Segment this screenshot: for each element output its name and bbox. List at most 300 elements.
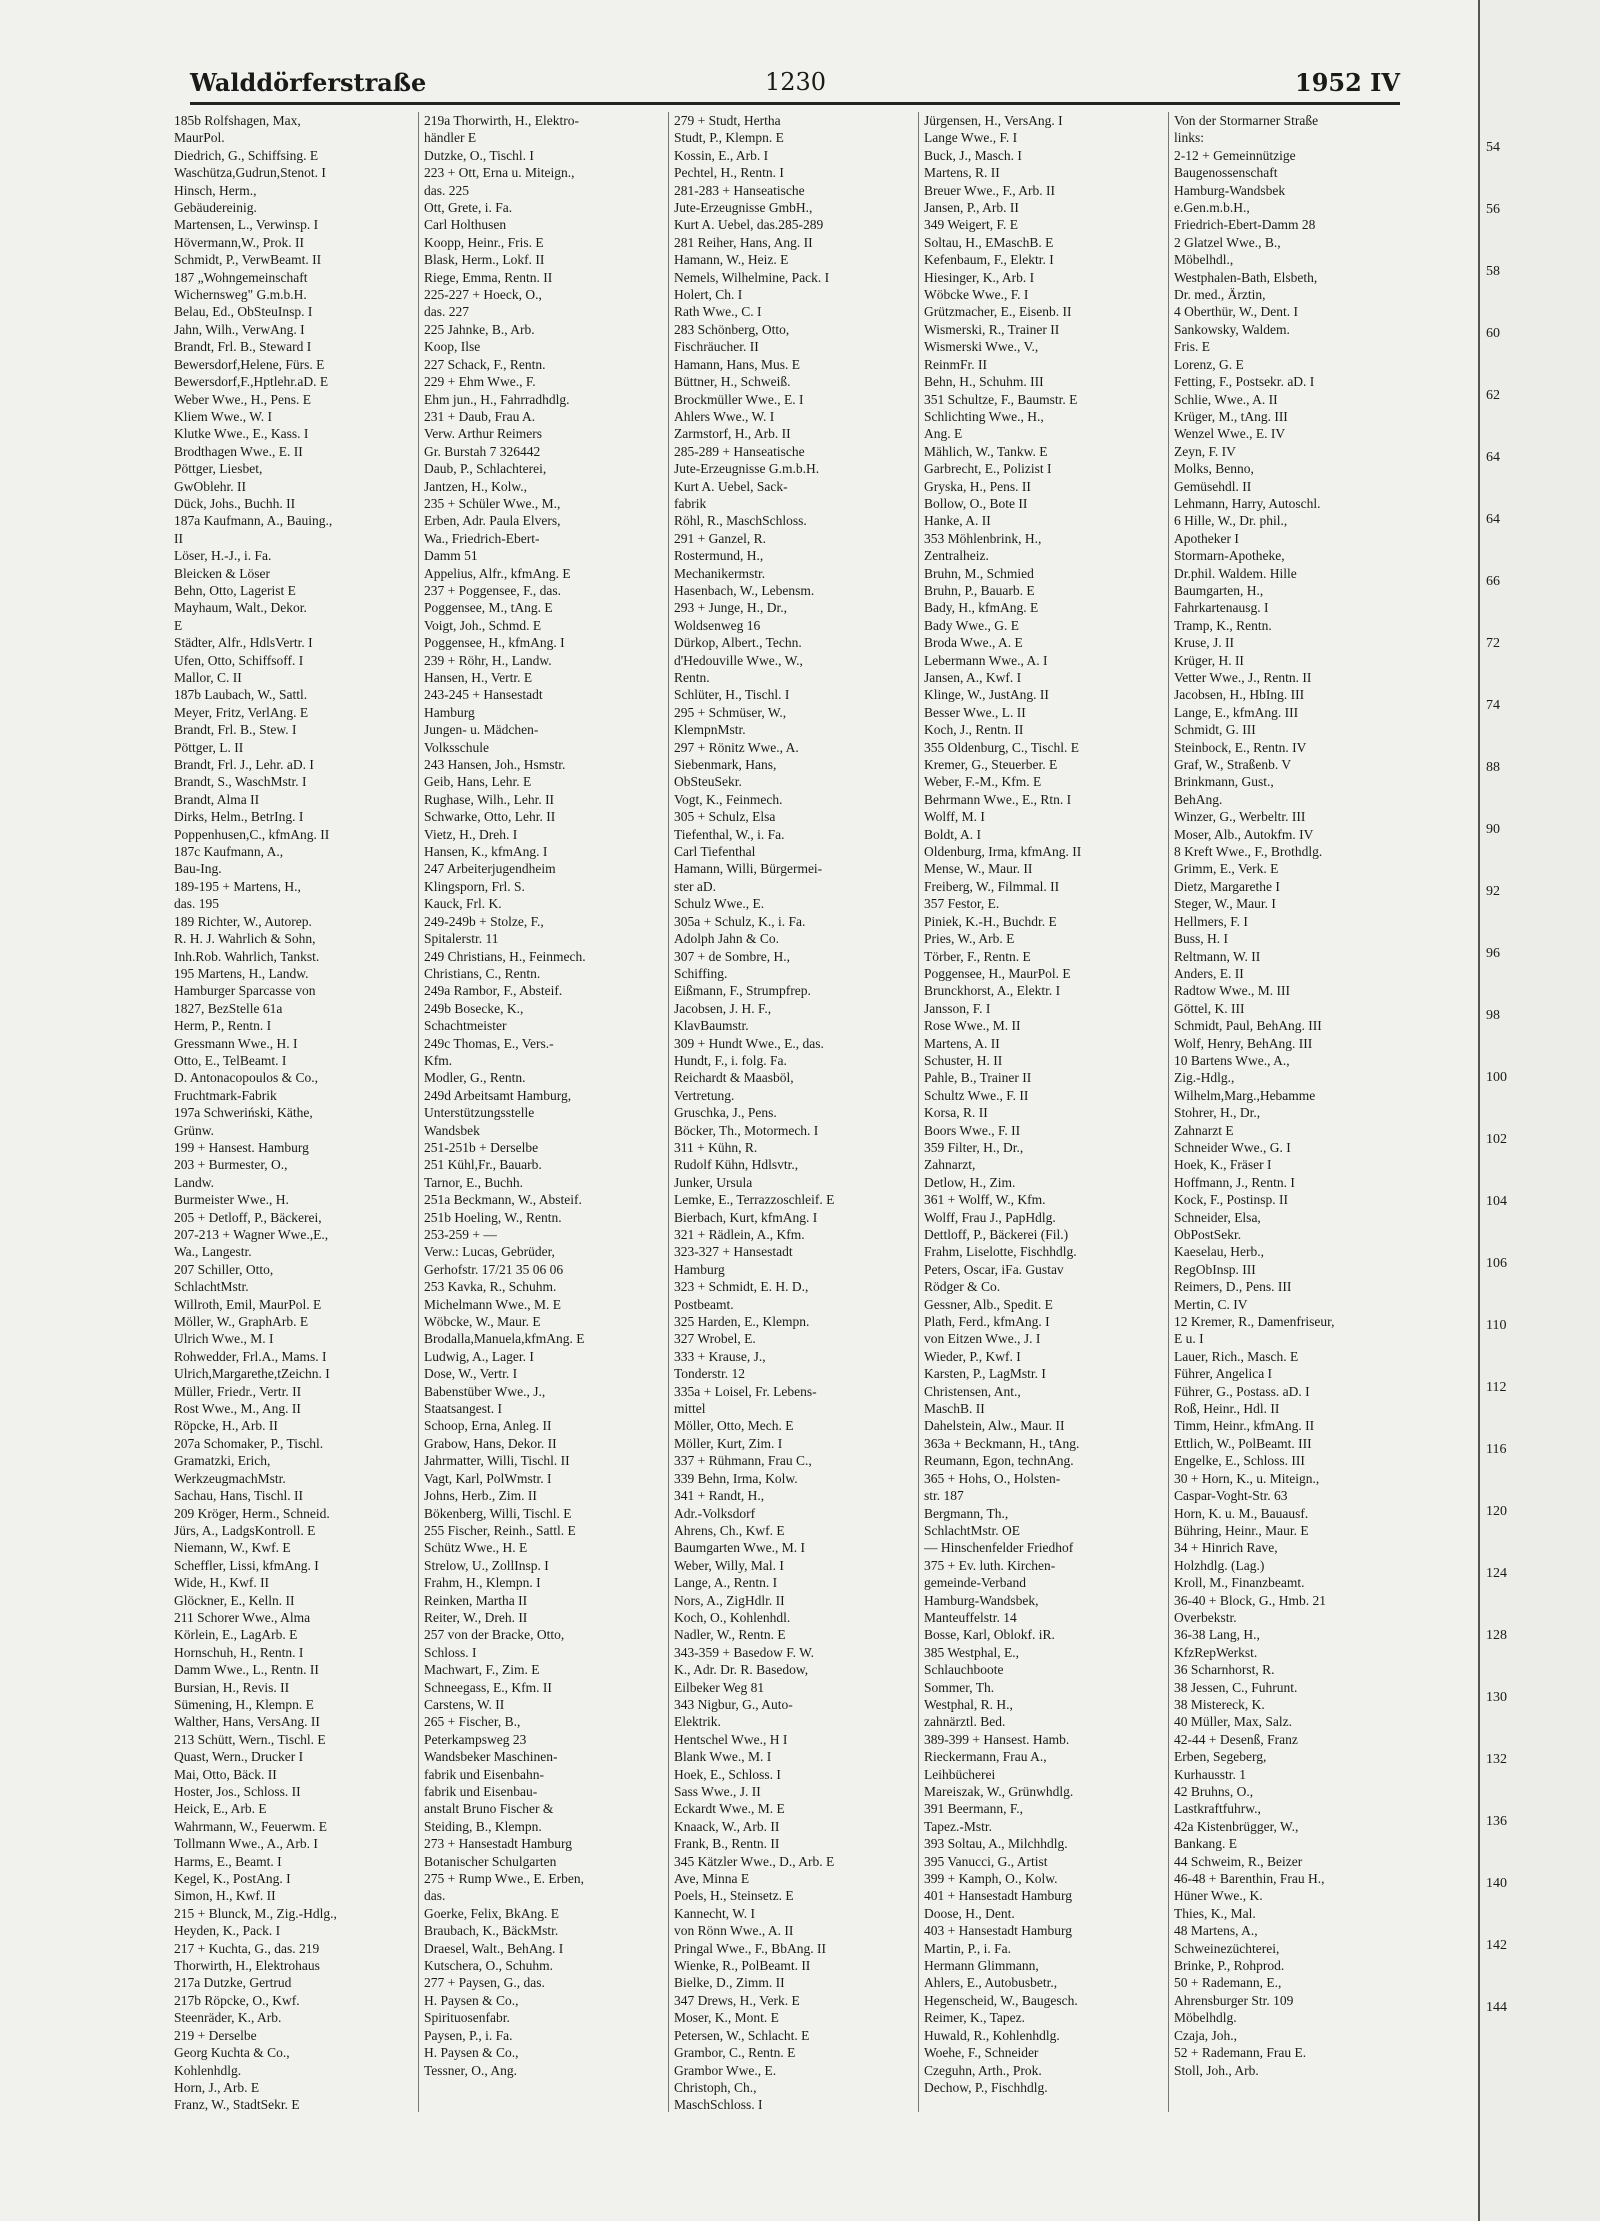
directory-entry: von Rönn Wwe., A. II [674, 1923, 794, 1939]
directory-entry: Bosse, Karl, Oblokf. iR. [924, 1627, 1055, 1643]
directory-entry: 353 Möhlenbrink, H., [924, 530, 1042, 546]
directory-entry: MaurPol. [174, 130, 225, 146]
edge-fragment: 128 [1486, 1628, 1507, 1643]
directory-entry: Schloss. I [424, 1644, 477, 1660]
directory-entry: Zarmstorf, H., Arb. II [674, 426, 791, 442]
directory-entry: 187 „Wohngemeinschaft [174, 269, 308, 285]
directory-entry: Gryska, H., Pens. II [924, 478, 1031, 494]
directory-entry: 197a Schweriński, Käthe, [174, 1105, 313, 1121]
directory-entry: Poels, H., Steinsetz. E [674, 1888, 794, 1904]
directory-entry: Harms, E., Beamt. I [174, 1853, 282, 1869]
directory-entry: 363a + Beckmann, H., tAng. [924, 1435, 1080, 1451]
directory-entry: Horn, J., Arb. E [174, 2079, 260, 2095]
directory-entry: Carl Holthusen [424, 217, 507, 233]
directory-entry: e.Gen.m.b.H., [1174, 200, 1250, 216]
directory-entry: Pechtel, H., Rentn. I [674, 165, 784, 181]
directory-entry: 207 Schiller, Otto, [174, 1261, 274, 1277]
edge-fragment: 112 [1486, 1380, 1507, 1395]
directory-entry: 279 + Studt, Hertha [674, 113, 781, 128]
directory-entry: Timm, Heinr., kfmAng. II [1174, 1418, 1315, 1434]
edge-fragment: 56 [1486, 202, 1500, 217]
directory-entry: 395 Vanucci, G., Artist [924, 1853, 1048, 1869]
directory-entry: Klutke Wwe., E., Kass. I [174, 426, 309, 442]
directory-entry: Boors Wwe., F. II [924, 1122, 1021, 1138]
directory-entry: ster aD. [674, 878, 716, 894]
directory-entry: Tapez.-Mstr. [924, 1818, 993, 1834]
directory-entry: K., Adr. Dr. R. Basedow, [674, 1662, 809, 1678]
directory-entry: 207-213 + Wagner Wwe.,E., [174, 1227, 329, 1242]
directory-entry: Hasenbach, W., Lebensm. [674, 582, 815, 598]
directory-entry: Paysen, P., i. Fa. [424, 2027, 513, 2043]
directory-entry: Göttel, K. III [1174, 1000, 1245, 1016]
directory-entry: Bankang. E [1174, 1836, 1237, 1852]
directory-entry: Sümening, H., Klempn. E [174, 1696, 314, 1712]
directory-entry: Mense, W., Maur. II [924, 861, 1033, 877]
directory-entry: 215 + Blunck, M., Zig.-Hdlg., [174, 1905, 337, 1921]
directory-entry: Sachau, Hans, Tischl. II [174, 1488, 303, 1504]
directory-entry: Brandt, Frl. B., Stew. I [174, 722, 297, 738]
directory-entry: Baumgarten, H., [1174, 582, 1264, 598]
directory-entry: Jute-Erzeugnisse GmbH., [674, 200, 813, 216]
directory-entry: Adolph Jahn & Co. [674, 931, 780, 947]
page-number: 1230 [765, 68, 827, 96]
directory-entry: Bierbach, Kurt, kfmAng. I [674, 1209, 818, 1225]
directory-entry: Brodthagen Wwe., E. II [174, 443, 303, 459]
directory-entry: Rughase, Wilh., Lehr. II [424, 791, 555, 807]
directory-entry: Ave, Minna E [674, 1871, 750, 1887]
directory-entry: Buss, H. I [1174, 931, 1229, 947]
directory-entry: Kock, F., Postinsp. II [1174, 1192, 1289, 1208]
directory-entry: Schmidt, Paul, BehAng. III [1174, 1018, 1322, 1034]
directory-entry: Eckardt Wwe., M. E [674, 1801, 785, 1817]
directory-entry: Johns, Herb., Zim. II [424, 1488, 537, 1504]
directory-entry: Stoll, Joh., Arb. [1174, 2062, 1259, 2078]
directory-entry: Körlein, E., LagArb. E [174, 1627, 298, 1643]
directory-entry: Erben, Segeberg, [1174, 1749, 1267, 1765]
directory-entry: Frank, B., Rentn. II [674, 1836, 780, 1852]
directory-entry: 199 + Hansest. Hamburg [174, 1139, 309, 1155]
directory-entry: Rohwedder, Frl.A., Mams. I [174, 1348, 327, 1364]
directory-entry: Diedrich, G., Schiffsing. E [174, 147, 319, 163]
directory-entry: Machwart, F., Zim. E [424, 1662, 540, 1678]
directory-entry: Simon, H., Kwf. II [174, 1888, 276, 1904]
directory-entry: Kohlenhdlg. [174, 2062, 242, 2078]
directory-entry: Lemke, E., Terrazzoschleif. E [674, 1192, 835, 1208]
directory-entry: 275 + Rump Wwe., E. Erben, [424, 1871, 584, 1887]
directory-entry: Lauer, Rich., Masch. E [1174, 1348, 1299, 1364]
street-title: Walddörferstraße [190, 68, 427, 97]
edge-fragment: 130 [1486, 1690, 1507, 1705]
directory-entry: Kossin, E., Arb. I [674, 147, 769, 163]
directory-entry: Wandsbek [424, 1122, 480, 1138]
directory-entry: Volksschule [424, 739, 490, 755]
directory-entry: Bühring, Heinr., Maur. E [1174, 1522, 1309, 1538]
directory-entry: Zahnarzt, [924, 1157, 976, 1173]
directory-entry: H. Paysen & Co., [424, 2045, 519, 2061]
directory-entry: Westphal, R. H., [924, 1696, 1013, 1712]
directory-entry: Korsa, R. II [924, 1105, 988, 1121]
directory-entry: Roß, Heinr., Hdl. II [1174, 1401, 1280, 1417]
directory-entry: Bewersdorf,F.,Hptlehr.aD. E [174, 374, 329, 390]
directory-entry: Jahrmatter, Willi, Tischl. II [424, 1453, 570, 1469]
directory-entry: 293 + Junge, H., Dr., [674, 600, 787, 616]
directory-entry: 2-12 + Gemeinnützige [1174, 147, 1296, 163]
directory-entry: Vietz, H., Dreh. I [424, 826, 518, 842]
directory-entry: Holzhdlg. (Lag.) [1174, 1557, 1265, 1573]
directory-entry: Hoek, E., Schloss. I [674, 1766, 781, 1782]
directory-entry: 1827, BezStelle 61a [174, 1000, 283, 1016]
directory-entry: Bielke, D., Zimm. II [674, 1975, 785, 1991]
directory-entry: 321 + Rädlein, A., Kfm. [674, 1227, 805, 1242]
directory-entry: Sankowsky, Waldem. [1174, 321, 1290, 337]
edge-fragment: 60 [1486, 326, 1500, 341]
directory-entry: Hermann Glimmann, [924, 1958, 1039, 1974]
directory-entry: Möller, W., GraphArb. E [174, 1314, 309, 1330]
directory-entry: Grabow, Hans, Dekor. II [424, 1435, 557, 1451]
directory-entry: ReinmFr. II [924, 356, 987, 372]
directory-entry: Pries, W., Arb. E [924, 931, 1015, 947]
directory-entry: Kurt A. Uebel, das.285-289 [674, 217, 824, 233]
directory-entry: Hamburg [674, 1261, 725, 1277]
directory-entry: 205 + Detloff, P., Bäckerei, [174, 1209, 322, 1225]
directory-entry: Garbrecht, E., Polizist I [924, 461, 1052, 477]
directory-entry: E [174, 617, 183, 633]
directory-entry: ObPostSekr. [1174, 1227, 1242, 1242]
directory-entry: Hellmers, F. I [1174, 913, 1248, 929]
directory-entry: 243 Hansen, Joh., Hsmstr. [424, 757, 566, 773]
directory-entry: 46-48 + Barenthin, Frau H., [1174, 1871, 1325, 1887]
directory-entry: Junker, Ursula [674, 1174, 753, 1190]
directory-entry: 249a Rambor, F., Absteif. [424, 983, 563, 999]
directory-entry: Klingsporn, Frl. S. [424, 878, 525, 894]
directory-entry: Dettloff, P., Bäckerei (Fil.) [924, 1227, 1069, 1242]
directory-entry: Schlie, Wwe., A. II [1174, 391, 1278, 407]
directory-entry: Schachtmeister [424, 1018, 507, 1034]
directory-entry: 223 + Ott, Erna u. Miteign., [424, 165, 575, 181]
directory-entry: Hamann, Willi, Bürgermei- [674, 861, 823, 877]
directory-entry: Piniek, K.-H., Buchdr. E [924, 913, 1057, 929]
directory-entry: 48 Martens, A., [1174, 1923, 1258, 1939]
directory-entry: Führer, G., Postass. aD. I [1174, 1383, 1310, 1399]
directory-entry: Verw. Arthur Reimers [424, 426, 542, 442]
directory-entry: fabrik und Eisenbahn- [424, 1766, 544, 1782]
directory-entry: Heick, E., Arb. E [174, 1801, 267, 1817]
directory-entry: 277 + Paysen, G., das. [424, 1975, 545, 1991]
directory-entry: Thorwirth, H., Elektrohaus [174, 1958, 320, 1974]
directory-entry: zahnärztl. Bed. [924, 1714, 1006, 1730]
directory-entry: Eißmann, F., Strumpfrep. [674, 983, 811, 999]
directory-entry: 38 Mistereck, K. [1174, 1696, 1265, 1712]
directory-entry: 189-195 + Martens, H., [174, 878, 301, 894]
directory-entry: Leihbücherei [924, 1766, 996, 1782]
directory-entry: Pahle, B., Trainer II [924, 1070, 1032, 1086]
directory-entry: fabrik [674, 495, 707, 511]
directory-entry: Mählich, W., Tankw. E [924, 443, 1048, 459]
directory-entry: Hamburger Sparcasse von [174, 983, 316, 999]
directory-entry: 217 + Kuchta, G., das. 219 [174, 1940, 320, 1956]
edge-fragment: 110 [1486, 1318, 1507, 1333]
directory-entry: Bady, H., kfmAng. E [924, 600, 1039, 616]
column-5 [1174, 112, 1410, 2112]
directory-entry: 351 Schultze, F., Baumstr. E [924, 391, 1078, 407]
directory-entry: Steenräder, K., Arb. [174, 2010, 282, 2026]
directory-entry: 399 + Kamph, O., Kolw. [924, 1871, 1058, 1887]
directory-entry: Jürs, A., LadgsKontroll. E [174, 1522, 316, 1538]
directory-entry: Brinkmann, Gust., [1174, 774, 1274, 790]
directory-entry: Grimm, E., Verk. E [1174, 861, 1279, 877]
directory-entry: 225 Jahnke, B., Arb. [424, 321, 535, 337]
directory-entry: 239 + Röhr, H., Landw. [424, 652, 552, 668]
directory-entry: Gerhofstr. 17/21 35 06 06 [424, 1261, 564, 1277]
directory-entry: Frahm, Liselotte, Fischhdlg. [924, 1244, 1077, 1260]
directory-entry: Böcker, Th., Motormech. I [674, 1122, 819, 1138]
directory-entry: 213 Schütt, Wern., Tischl. E [174, 1731, 326, 1747]
directory-entry: Pöttger, L. II [174, 739, 244, 755]
directory-entry: 44 Schweim, R., Beizer [1174, 1853, 1303, 1869]
directory-entry: 225-227 + Hoeck, O., [424, 287, 542, 303]
directory-entry: Behrmann Wwe., E., Rtn. I [924, 791, 1072, 807]
directory-entry: Bewersdorf,Helene, Fürs. E [174, 356, 325, 372]
directory-entry: MaschSchloss. I [674, 2097, 763, 2112]
directory-entry: H. Paysen & Co., [424, 1992, 519, 2008]
directory-entry: Gessner, Alb., Spedit. E [924, 1296, 1053, 1312]
directory-entry: Spitalerstr. 11 [424, 931, 499, 947]
directory-entry: händler E [424, 130, 477, 146]
directory-entry: SchlachtMstr. [174, 1279, 249, 1295]
directory-entry: 40 Müller, Max, Salz. [1174, 1714, 1292, 1730]
directory-entry: Glöckner, E., Kelln. II [174, 1592, 295, 1608]
column-2 [424, 112, 662, 2112]
directory-entry: Lehmann, Harry, Autoschl. [1174, 495, 1321, 511]
directory-entry: Soltau, H., EMaschB. E [924, 234, 1054, 250]
directory-entry: Mallor, C. II [174, 670, 242, 685]
directory-entry: Gemüsehdl. II [1174, 478, 1252, 494]
directory-entry: Zentralheiz. [924, 548, 989, 564]
directory-entry: Damm Wwe., L., Rentn. II [174, 1662, 319, 1678]
directory-entry: Bökenberg, Willi, Tischl. E [424, 1505, 572, 1521]
directory-entry: Brinke, P., Rohprod. [1174, 1958, 1285, 1974]
edge-fragment: 54 [1486, 140, 1500, 155]
directory-entry: Kegel, K., PostAng. I [174, 1871, 291, 1887]
directory-entry: 209 Kröger, Herm., Schneid. [174, 1505, 330, 1521]
directory-entry: Michelmann Wwe., M. E [424, 1296, 561, 1312]
directory-entry: 265 + Fischer, B., [424, 1714, 521, 1730]
directory-entry: Fischräucher. II [674, 339, 759, 355]
directory-entry: Lorenz, G. E [1174, 356, 1244, 372]
directory-entry: 187b Laubach, W., Sattl. [174, 687, 308, 703]
directory-entry: Vogt, K., Feinmech. [674, 791, 783, 807]
directory-entry: fabrik und Eisenbau- [424, 1784, 538, 1799]
directory-entry: Overbekstr. [1174, 1609, 1237, 1625]
directory-entry: R. H. J. Wahrlich & Sohn, [174, 931, 316, 947]
directory-entry: 347 Drews, H., Verk. E [674, 1992, 800, 2008]
edge-fragment: 100 [1486, 1070, 1507, 1085]
directory-entry: Martensen, L., Verwinsp. I [174, 217, 319, 233]
directory-entry: Braubach, K., BäckMstr. [424, 1923, 559, 1939]
directory-entry: Sommer, Th. [924, 1679, 995, 1695]
directory-entry: Carstens, W. II [424, 1696, 505, 1712]
directory-entry: Draesel, Walt., BehAng. I [424, 1940, 564, 1956]
edge-fragment: 132 [1486, 1752, 1507, 1767]
directory-entry: Karsten, P., LagMstr. I [924, 1366, 1046, 1382]
edge-fragment: 136 [1486, 1814, 1507, 1829]
directory-entry: Reichardt & Maasböl, [674, 1070, 794, 1086]
directory-entry: Petersen, W., Schlacht. E [674, 2027, 810, 2043]
directory-entry: Ahrensburger Str. 109 [1174, 1992, 1294, 2008]
year-label: 1952 IV [1295, 68, 1400, 97]
page-header [190, 62, 1400, 105]
directory-entry: Gressmann Wwe., H. I [174, 1035, 298, 1051]
directory-entry: Koop, Ilse [424, 339, 481, 355]
directory-entry: Botanischer Schulgarten [424, 1853, 557, 1869]
edge-fragment: 88 [1486, 760, 1500, 775]
directory-entry: 281 Reiher, Hans, Ang. II [674, 234, 813, 250]
directory-entry: Hamburg [424, 704, 475, 720]
directory-entry: 249b Bosecke, K., [424, 1000, 524, 1016]
directory-entry: Schuster, H. II [924, 1052, 1003, 1068]
directory-entry: Rentn. [674, 670, 710, 685]
directory-entry: Woehe, F., Schneider [924, 2045, 1039, 2061]
directory-entry: Wilhelm,Marg.,Hebamme [1174, 1087, 1316, 1103]
directory-entry: 195 Martens, H., Landw. [174, 965, 309, 981]
directory-entry: Czeguhn, Arth., Prok. [924, 2062, 1042, 2078]
directory-entry: Franz, W., StadtSekr. E [174, 2097, 300, 2112]
directory-entry: 325 Harden, E., Klempn. [674, 1314, 810, 1330]
directory-entry: Ahlers, E., Autobusbetr., [924, 1975, 1058, 1991]
directory-entry: Lebermann Wwe., A. I [924, 652, 1048, 668]
directory-entry: Hentschel Wwe., H I [674, 1731, 788, 1747]
directory-entry: Wolf, Henry, BehAng. III [1174, 1035, 1313, 1051]
directory-entry: Walther, Hans, VersAng. II [174, 1714, 320, 1730]
directory-entry: Carl Tiefenthal [674, 844, 756, 860]
directory-entry: Wandsbeker Maschinen- [424, 1749, 558, 1765]
directory-entry: 42a Kistenbrügger, W., [1174, 1818, 1299, 1834]
directory-entry: 189 Richter, W., Autorep. [174, 913, 312, 929]
directory-entry: 309 + Hundt Wwe., E., das. [674, 1035, 824, 1051]
directory-entry: 243-245 + Hansestadt [424, 687, 543, 703]
directory-entry: Winzer, G., Werbeltr. III [1174, 809, 1306, 825]
directory-entry: Martin, P., i. Fa. [924, 1940, 1012, 1956]
directory-entry: Oldenburg, Irma, kfmAng. II [924, 844, 1082, 860]
directory-entry: Kutschera, O., Schuhm. [424, 1958, 553, 1974]
directory-entry: Jürgensen, H., VersAng. I [924, 113, 1063, 128]
directory-entry: Lange, E., kfmAng. III [1174, 704, 1299, 720]
directory-entry: 185b Rolfshagen, Max, [174, 113, 301, 128]
edge-fragment: 102 [1486, 1132, 1507, 1147]
directory-entry: Christoph, Ch., [674, 2079, 757, 2095]
directory-entry: Vagt, Karl, PolWmstr. I [424, 1470, 552, 1486]
directory-entry: Studt, P., Klempn. E [674, 130, 784, 146]
directory-entry: Schlichting Wwe., H., [924, 408, 1044, 424]
directory-entry: Koch, O., Kohlenhdl. [674, 1609, 791, 1625]
directory-entry: gemeinde-Verband [924, 1575, 1026, 1591]
directory-entry: Möbelhdlg. [1174, 2010, 1237, 2026]
directory-entry: Rieckermann, Frau A., [924, 1749, 1047, 1765]
directory-entry: Thies, K., Mal. [1174, 1905, 1256, 1921]
directory-entry: 249d Arbeitsamt Hamburg, [424, 1087, 572, 1103]
directory-entry: Besser Wwe., L. II [924, 704, 1026, 720]
edge-fragment: 142 [1486, 1938, 1507, 1953]
directory-entry: 339 Behn, Irma, Kolw. [674, 1470, 798, 1486]
directory-entry: Schiffing. [674, 965, 728, 981]
edge-fragment: 64 [1486, 450, 1500, 465]
directory-entry: Caspar-Voght-Str. 63 [1174, 1488, 1288, 1504]
directory-entry: Wa., Friedrich-Ebert- [424, 530, 540, 546]
column-3 [674, 112, 912, 2112]
directory-entry: Mechanikermstr. [674, 565, 766, 581]
edge-fragment: 92 [1486, 884, 1500, 899]
directory-entry: anstalt Bruno Fischer & [424, 1801, 554, 1817]
directory-entry: Inh.Rob. Wahrlich, Tankst. [174, 948, 320, 964]
directory-entry: II [174, 530, 183, 546]
directory-entry: 12 Kremer, R., Damenfriseur, [1174, 1314, 1335, 1330]
edge-fragment: 140 [1486, 1876, 1507, 1891]
directory-entry: 42 Bruhns, O., [1174, 1784, 1254, 1799]
directory-entry: Krüger, M., tAng. III [1174, 408, 1288, 424]
directory-entry: Peters, Oscar, iFa. Gustav [924, 1261, 1064, 1277]
directory-entry: Kefenbaum, F., Elektr. I [924, 252, 1054, 268]
directory-entry: Tollmann Wwe., A., Arb. I [174, 1836, 318, 1852]
directory-entry: 231 + Daub, Frau A. [424, 408, 536, 424]
directory-entry: 285-289 + Hanseatische [674, 443, 805, 459]
directory-entry: 403 + Hansestadt Hamburg [924, 1923, 1072, 1939]
directory-entry: Behn, Otto, Lagerist E [174, 582, 296, 598]
directory-entry: Molks, Benno, [1174, 461, 1254, 477]
directory-entry: Niemann, W., Kwf. E [174, 1540, 291, 1556]
directory-entry: Lange Wwe., F. I [924, 130, 1018, 146]
directory-entry: Von der Stormarner Straße [1174, 113, 1319, 128]
directory-entry: Schmidt, P., VerwBeamt. II [174, 252, 322, 268]
directory-entry: Tramp, K., Rentn. [1174, 617, 1272, 633]
directory-entry: 30 + Horn, K., u. Miteign., [1174, 1470, 1320, 1486]
directory-entry: Zahnarzt E [1174, 1122, 1234, 1138]
directory-entry: mittel [674, 1401, 706, 1417]
directory-entry: Kauck, Frl. K. [424, 896, 502, 912]
directory-entry: 251a Beckmann, W., Absteif. [424, 1192, 582, 1208]
directory-entry: Wichernsweg" G.m.b.H. [174, 287, 307, 303]
directory-entry: Klinge, W., JustAng. II [924, 687, 1049, 703]
directory-entry: Breuer Wwe., F., Arb. II [924, 182, 1056, 198]
directory-entry: 251-251b + Derselbe [424, 1139, 539, 1155]
directory-entry: Ehm jun., H., Fahrradhdlg. [424, 391, 570, 407]
directory-entry: Brandt, Frl. B., Steward I [174, 339, 312, 355]
directory-entry: D. Antonacopoulos & Co., [174, 1070, 318, 1086]
edge-fragment: 104 [1486, 1194, 1507, 1209]
directory-entry: Weber, F.-M., Kfm. E [924, 774, 1042, 790]
directory-entry: Tiefenthal, W., i. Fa. [674, 826, 785, 842]
directory-entry: Dr.phil. Waldem. Hille [1174, 565, 1297, 581]
directory-entry: Städter, Alfr., HdlsVertr. I [174, 635, 313, 651]
directory-entry: Dahelstein, Alw., Maur. II [924, 1418, 1065, 1434]
directory-entry: Manteuffelstr. 14 [924, 1609, 1017, 1625]
directory-entry: 50 + Rademann, E., [1174, 1975, 1282, 1991]
directory-entry: Voigt, Joh., Schmd. E [424, 617, 542, 633]
directory-entry: links: [1174, 130, 1205, 146]
directory-entry: Grambor, C., Rentn. E [674, 2045, 796, 2061]
directory-entry: Vetter Wwe., J., Rentn. II [1174, 670, 1312, 685]
directory-entry: Apotheker I [1174, 530, 1239, 546]
directory-entry: Herm, P., Rentn. I [174, 1018, 272, 1034]
directory-entry: Poggensee, H., kfmAng. I [424, 635, 565, 651]
directory-entry: Frahm, H., Klempn. I [424, 1575, 541, 1591]
directory-entry: Poggensee, H., MaurPol. E [924, 965, 1071, 981]
directory-entry: Reumann, Egon, technAng. [924, 1453, 1074, 1469]
directory-entry: Christians, C., Rentn. [424, 965, 541, 981]
directory-entry: 323 + Schmidt, E. H. D., [674, 1279, 809, 1295]
directory-entry: Behn, H., Schuhm. III [924, 374, 1044, 390]
directory-entry: Tarnor, E., Buchh. [424, 1174, 523, 1190]
edge-fragment: 58 [1486, 264, 1500, 279]
